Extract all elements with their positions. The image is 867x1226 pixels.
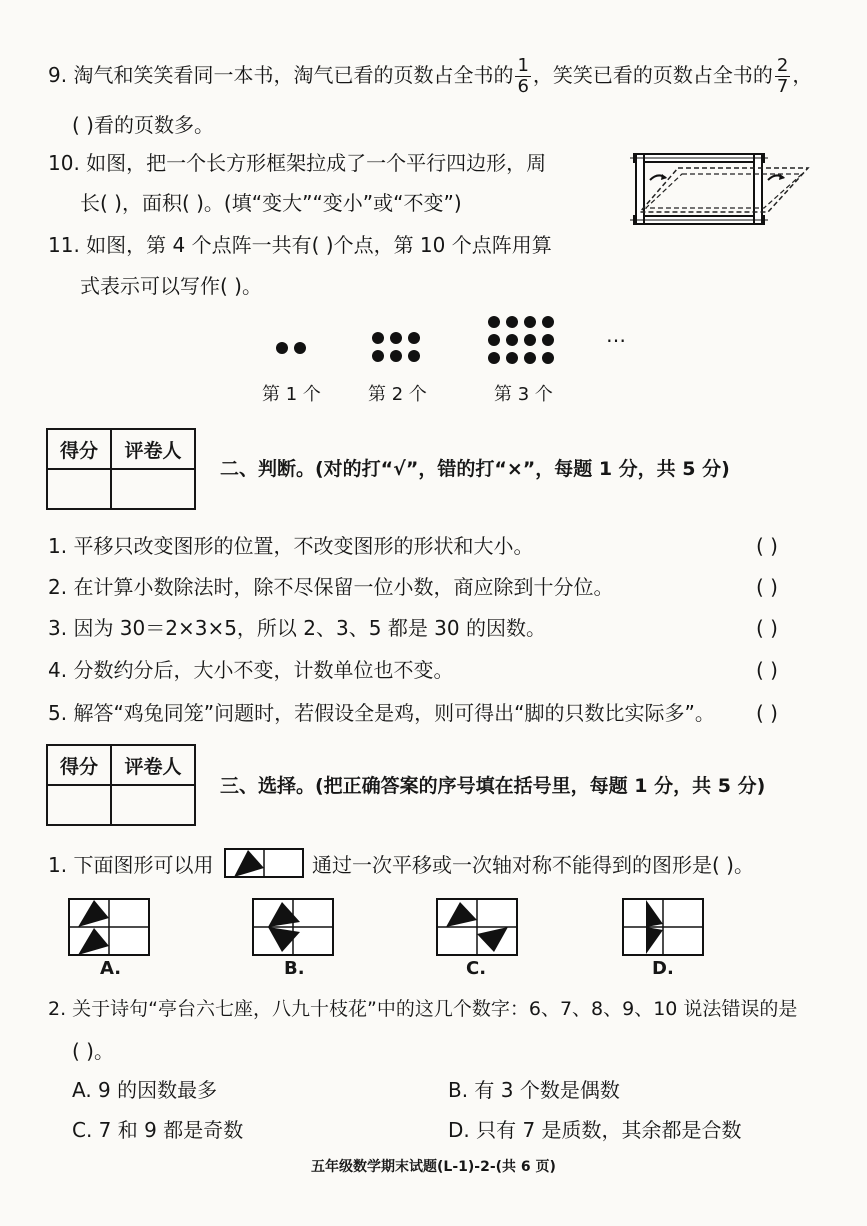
section3-title: 三、选择。(把正确答案的序号填在括号里，每题 1 分，共 5 分) xyxy=(220,775,766,797)
judge-item-2: 2. 在计算小数除法时，除不尽保留一位小数，商应除到十分位。 xyxy=(48,575,614,599)
option-a-figure[interactable] xyxy=(68,898,150,956)
fraction-one-sixth xyxy=(515,56,530,97)
grader-header: 评卷人 xyxy=(111,429,195,469)
score-header: 得分 xyxy=(47,429,111,469)
dot xyxy=(506,334,518,346)
judge-item-3: 3. 因为 30＝2×3×5，所以 2、3、5 都是 30 的因数。 xyxy=(48,616,546,640)
score-box-section3 xyxy=(46,744,196,826)
q11-line2: 式表示可以写作( )。 xyxy=(80,274,262,298)
dot xyxy=(506,352,518,364)
answer-paren-4[interactable]: ( ) xyxy=(756,658,778,682)
dot xyxy=(276,342,288,354)
q9-line1 xyxy=(48,56,812,97)
dot xyxy=(372,332,384,344)
score-cell[interactable] xyxy=(47,785,111,825)
judge-item-4: 4. 分数约分后，大小不变，计数单位也不变。 xyxy=(48,658,454,682)
q9-line2: ( )看的页数多。 xyxy=(72,113,214,137)
q9-text-c: ， xyxy=(792,63,813,87)
score-cell[interactable] xyxy=(47,469,111,509)
dot xyxy=(390,332,402,344)
dot xyxy=(488,352,500,364)
answer-paren-3[interactable]: ( ) xyxy=(756,616,778,640)
q9-text-b: ，笑笑已看的页数占全书的 xyxy=(532,63,773,87)
dot xyxy=(488,334,500,346)
frac1-numerator: 1 xyxy=(517,55,529,76)
fraction-two-sevenths xyxy=(775,56,790,97)
frac2-denominator: 7 xyxy=(776,76,789,97)
choice-q2-line2: ( )。 xyxy=(72,1039,114,1063)
q10-line2: 长( )，面积( )。(填“变大”“变小”或“不变”) xyxy=(80,191,462,215)
dot xyxy=(488,316,500,328)
q2-option-b[interactable]: B. 有 3 个数是偶数 xyxy=(448,1078,620,1102)
rectangle-frame-figure xyxy=(628,150,828,232)
option-a-label: A. xyxy=(100,958,122,979)
dot-label-1: 第 1 个 xyxy=(262,384,321,405)
grader-cell[interactable] xyxy=(111,469,195,509)
option-d-figure[interactable] xyxy=(622,898,704,956)
option-c-figure[interactable] xyxy=(436,898,518,956)
q2-option-a[interactable]: A. 9 的因数最多 xyxy=(72,1078,218,1102)
frac2-numerator: 2 xyxy=(776,55,789,76)
dot xyxy=(524,334,536,346)
answer-paren-2[interactable]: ( ) xyxy=(756,575,778,599)
option-b-figure[interactable] xyxy=(252,898,334,956)
grader-cell[interactable] xyxy=(111,785,195,825)
answer-paren-5[interactable]: ( ) xyxy=(756,701,778,725)
dot xyxy=(372,350,384,362)
q9-text-a: 9. 淘气和笑笑看同一本书，淘气已看的页数占全书的 xyxy=(48,63,514,87)
choice-q1-text-b: 通过一次平移或一次轴对称不能得到的图形是( )。 xyxy=(312,853,754,877)
dot xyxy=(542,352,554,364)
dot xyxy=(294,342,306,354)
page-footer: 五年级数学期末试题(L-1)-2-(共 6 页) xyxy=(311,1159,556,1175)
dot xyxy=(524,352,536,364)
section2-title: 二、判断。(对的打“√”，错的打“×”，每题 1 分，共 5 分) xyxy=(220,458,730,480)
dot xyxy=(542,334,554,346)
option-d-label: D. xyxy=(652,958,674,979)
dot xyxy=(408,332,420,344)
score-header: 得分 xyxy=(47,745,111,785)
dot xyxy=(390,350,402,362)
frac1-denominator: 6 xyxy=(517,76,529,97)
dot xyxy=(506,316,518,328)
dot-ellipsis: … xyxy=(606,323,626,347)
judge-item-1: 1. 平移只改变图形的位置，不改变图形的形状和大小。 xyxy=(48,534,534,558)
dot xyxy=(542,316,554,328)
q10-line1: 10. 如图，把一个长方形框架拉成了一个平行四边形，周 xyxy=(48,151,547,175)
answer-paren-1[interactable]: ( ) xyxy=(756,534,778,558)
choice-q2-line1: 2. 关于诗句“亭台六七座，八九十枝花”中的这几个数字：6、7、8、9、10 说法错误的是 xyxy=(48,998,798,1020)
choice-q1-text-a: 1. 下面图形可以用 xyxy=(48,853,214,877)
dot xyxy=(408,350,420,362)
option-c-label: C. xyxy=(466,958,487,979)
option-b-label: B. xyxy=(284,958,305,979)
grader-header: 评卷人 xyxy=(111,745,195,785)
judge-item-5: 5. 解答“鸡兔同笼”问题时，若假设全是鸡，则可得出“脚的只数比实际多”。 xyxy=(48,701,715,725)
q11-line1: 11. 如图，第 4 个点阵一共有( )个点，第 10 个点阵用算 xyxy=(48,233,552,257)
dot-label-2: 第 2 个 xyxy=(368,384,427,405)
reference-shape-icon xyxy=(224,848,304,878)
q2-option-d[interactable]: D. 只有 7 是质数，其余都是合数 xyxy=(448,1118,742,1142)
q2-option-c[interactable]: C. 7 和 9 都是奇数 xyxy=(72,1118,244,1142)
dot xyxy=(524,316,536,328)
dot-label-3: 第 3 个 xyxy=(494,384,553,405)
score-box-section2 xyxy=(46,428,196,510)
